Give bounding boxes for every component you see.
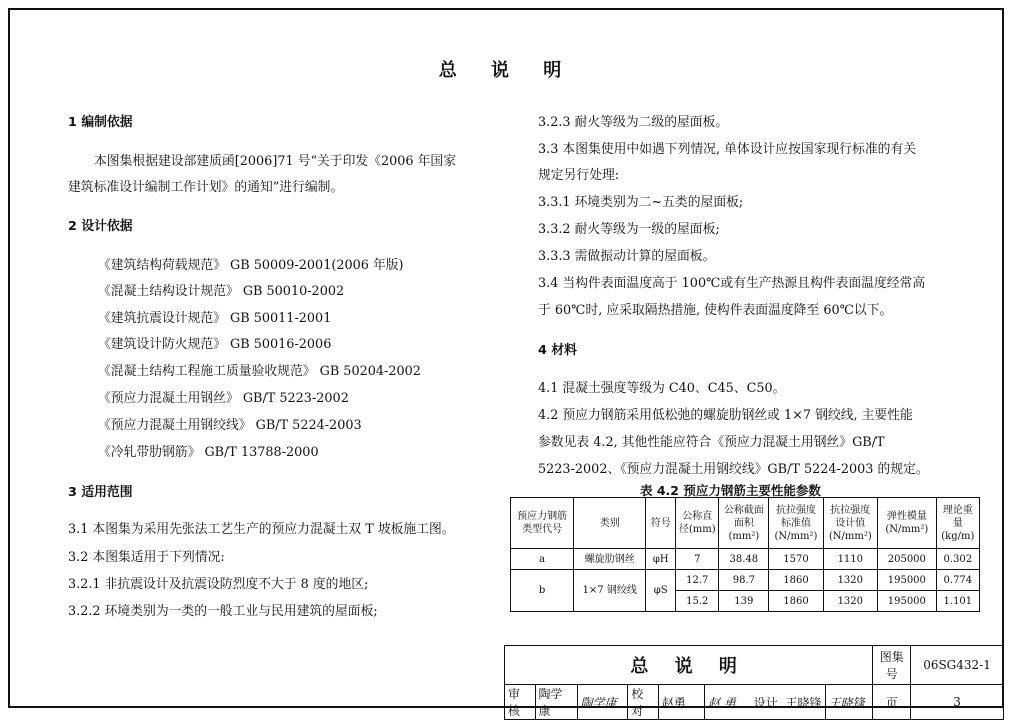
table-cell: 1.101 [936,591,979,612]
right-line: 3.3.2 耐火等级为一级的屋面板; [538,222,720,237]
reference-item: 《建筑设计防火规范》 GB 50016-2006 [98,337,332,352]
designer-signature: 王晓锋 [825,685,873,720]
table-cell: 0.774 [936,570,979,591]
table-cell: 38.48 [719,549,769,570]
table-cell: 195000 [877,570,936,591]
table-cell: 139 [719,591,769,612]
table-cell: 7 [676,549,719,570]
table-cell: φH [646,549,676,570]
section-1-paragraph-line-2: 建筑标准设计编制工作计划》的通知”进行编制。 [68,180,344,195]
atlas-number: 06SG432-1 [911,646,1004,685]
table-cell: 0.302 [936,549,979,570]
title-block-name: 总 说 明 [505,646,873,685]
section-4-line: 5223-2002、《预应力混凝土用钢绞线》GB/T 5224-2003 的规定。 [538,462,929,477]
table-cell: φS [646,570,676,612]
reference-item: 《混凝土结构工程施工质量验收规范》 GB 50204-2002 [98,364,421,379]
table-cell: 1110 [823,549,877,570]
reviewer-signature: 陶学康 [577,685,628,720]
table-cell: a [511,549,574,570]
table-cell: 98.7 [719,570,769,591]
page-number: 3 [911,685,1004,720]
section-4-line: 参数见表 4.2, 其他性能应符合《预应力混凝土用钢丝》GB/T [538,435,885,450]
section-3-line: 3.2.1 非抗震设计及抗震设防烈度不大于 8 度的地区; [68,577,369,592]
section-2-heading: 2 设计依据 [68,219,133,234]
table-cell: 1860 [769,591,823,612]
table-header-cell: 抗拉强度标准值(N/mm²) [769,498,823,549]
table-cell: 1320 [823,591,877,612]
table-cell: 12.7 [676,570,719,591]
section-4-line: 4.1 混凝土强度等级为 C40、C45、C50。 [538,381,786,396]
table-cell: 205000 [877,549,936,570]
section-3-line: 3.2.2 环境类别为一类的一般工业与民用建筑的屋面板; [68,604,378,619]
atlas-number-label: 图集号 [873,646,911,685]
table-header-cell: 理论重量(kg/m) [936,498,979,549]
reviewer-name: 陶学康 [535,685,577,720]
table-cell: 195000 [877,591,936,612]
section-3-line: 3.2 本图集适用于下列情况: [68,550,225,565]
table-cell: b [511,570,574,612]
checker-name: 赵勇 [658,685,704,720]
review-label: 审核 [505,685,536,720]
page-label: 页 [873,685,911,720]
checker-signature-and-design [705,685,826,720]
table-cell: 1570 [769,549,823,570]
table-header-row [511,498,980,549]
right-line: 3.3.3 需做振动计算的屋面板。 [538,249,716,264]
checker-signature: 赵 勇 [708,695,736,710]
reference-item: 《混凝土结构设计规范》 GB 50010-2002 [98,284,345,299]
table-header-cell: 公称截面面积(mm²) [719,498,769,549]
table-header-cell: 类别 [574,498,646,549]
right-line: 3.2.3 耐火等级为二级的屋面板。 [538,115,729,130]
title-block [504,645,1004,720]
table-cell: 1320 [823,570,877,591]
table-cell: 1860 [769,570,823,591]
design-label: 设计 [753,695,778,710]
table-caption: 表 4.2 预应力钢筋主要性能参数 [640,483,821,498]
designer-name: 王晓锋 [785,695,822,710]
section-4-line: 4.2 预应力钢筋采用低松弛的螺旋肋钢丝或 1×7 钢绞线, 主要性能 [538,408,913,423]
check-label: 校对 [628,685,659,720]
right-line: 于 60℃时, 应采取隔热措施, 使构件表面温度降至 60℃以下。 [538,303,893,318]
section-1-paragraph-line-1: 本图集根据建设部建质函[2006]71 号“关于印发《2006 年国家 [94,154,457,169]
properties-table [510,497,980,612]
reference-item: 《预应力混凝土用钢丝》 GB/T 5223-2002 [98,391,349,406]
section-1-heading: 1 编制依据 [68,115,133,130]
right-line: 3.3.1 环境类别为二~五类的屋面板; [538,195,744,210]
table-header-cell: 抗拉强度设计值(N/mm²) [823,498,877,549]
table-cell: 1×7 钢绞线 [574,570,646,612]
right-line: 3.3 本图集使用中如遇下列情况, 单体设计应按国家现行标准的有关 [538,142,917,157]
table-header-cell: 公称直径(mm) [676,498,719,549]
reference-item: 《建筑抗震设计规范》 GB 50011-2001 [98,311,332,326]
reference-item: 《冷轧带肋钢筋》 GB/T 13788-2000 [98,445,319,460]
table-header-cell: 预应力钢筋类型代号 [511,498,574,549]
right-line: 3.4 当构件表面温度高于 100℃或有生产热源且构件表面温度经常高 [538,276,926,291]
right-line: 规定另行处理: [538,168,620,183]
table-cell: 15.2 [676,591,719,612]
table-row [511,549,980,570]
reference-item: 《预应力混凝土用钢绞线》 GB/T 5224-2003 [98,418,362,433]
table-header-cell: 符号 [646,498,676,549]
table-row [511,570,980,591]
section-4-heading: 4 材料 [538,343,577,358]
section-3-heading: 3 适用范围 [68,485,133,500]
table-cell: 螺旋肋钢丝 [574,549,646,570]
reference-item: 《建筑结构荷载规范》 GB 50009-2001(2006 年版) [98,258,404,273]
section-3-line: 3.1 本图集为采用先张法工艺生产的预应力混凝土双 T 坡板施工图。 [68,522,455,537]
page-title: 总 说 明 [438,60,576,81]
table-header-cell: 弹性模量(N/mm²) [877,498,936,549]
